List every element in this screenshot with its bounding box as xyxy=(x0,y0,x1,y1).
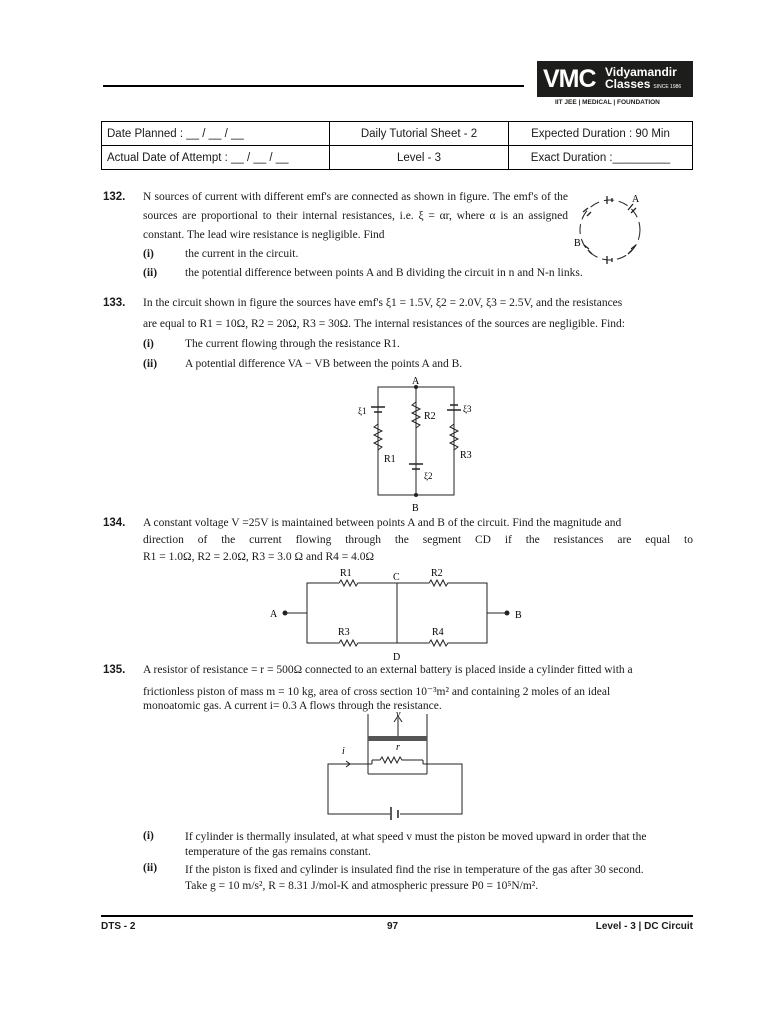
q133-fig-R1: R1 xyxy=(384,454,396,465)
q134-circuit-figure xyxy=(265,566,530,662)
footer-rule xyxy=(101,915,693,917)
q134-fig-R3: R3 xyxy=(338,627,350,638)
q133-fig-R3: R3 xyxy=(460,450,472,461)
q134-number: 134. xyxy=(103,517,126,529)
q134-line2: direction of the current flowing through the segment CD if the resistances are equal to xyxy=(143,534,693,546)
actual-date: Actual Date of Attempt : __ / __ / __ xyxy=(102,146,330,170)
page-number: 97 xyxy=(387,921,399,932)
q135-number: 135. xyxy=(103,664,126,676)
q132-fig-A: A xyxy=(632,194,640,205)
q135-fig-v: v xyxy=(396,709,401,720)
top-rule xyxy=(103,85,524,87)
q133-circuit-figure xyxy=(352,374,482,514)
level: Level - 3 xyxy=(330,146,509,170)
q134-fig-D: D xyxy=(393,652,401,662)
q133-fig-e1: ξ1 xyxy=(358,406,367,416)
logo-abbr: VMC xyxy=(543,64,596,93)
q132-ring-circuit-figure xyxy=(570,190,650,270)
q132-i-label: (i) xyxy=(143,248,154,260)
vmc-logo xyxy=(537,61,693,108)
q135-fig-i: i xyxy=(342,746,345,757)
q135-fig-r: r xyxy=(396,742,400,753)
q133-i-label: (i) xyxy=(143,338,154,350)
q133-fig-B: B xyxy=(412,503,419,514)
q134-fig-B: B xyxy=(515,610,522,621)
q135-i-text: If cylinder is thermally insulated, at what speed v must the piston be moved upward in order that the temperature of the gas remains constant. xyxy=(185,831,647,858)
q133-line2: are equal to R1 = 10Ω, R2 = 20Ω, R3 = 30Ω. The internal resistances of the sources are negligible. Find: xyxy=(143,318,625,330)
footer-left: DTS - 2 xyxy=(101,921,136,932)
q134-line3: R1 = 1.0Ω, R2 = 2.0Ω, R3 = 3.0 Ω and R4 = 4.0Ω xyxy=(143,551,375,563)
exact-duration: Exact Duration :_________ xyxy=(509,146,693,170)
sheet-title: Daily Tutorial Sheet - 2 xyxy=(330,122,509,146)
q133-fig-e3: ξ3 xyxy=(463,404,472,414)
q135-cylinder-circuit-figure xyxy=(320,706,470,820)
q134-fig-R4: R4 xyxy=(432,627,444,638)
q133-ii-label: (ii) xyxy=(143,358,158,370)
q135-ii-label: (ii) xyxy=(143,862,158,874)
header-table xyxy=(101,121,693,170)
q133-fig-A: A xyxy=(412,376,420,387)
q132-ii-text: the potential difference between points A and B dividing the circuit in n and N-n links. xyxy=(185,267,583,279)
q132-fig-B: B xyxy=(574,238,581,249)
footer-right: Level - 3 | DC Circuit xyxy=(595,921,693,932)
logo-name-1: Vidyamandir xyxy=(605,64,677,79)
q133-ii-text: A potential difference VA − VB between the points A and B. xyxy=(185,358,463,370)
date-planned: Date Planned : __ / __ / __ xyxy=(102,122,330,146)
q135-line2: frictionless piston of mass m = 10 kg, area of cross section 10⁻³m² and containing 2 moles of an ideal xyxy=(143,686,611,698)
q134-line1: A constant voltage V =25V is maintained between points A and B of the circuit. Find the magnitude and xyxy=(143,517,622,529)
expected-duration: Expected Duration : 90 Min xyxy=(509,122,693,146)
q134-fig-R1: R1 xyxy=(340,568,352,579)
q132-text: N sources of current with different emf's are connected as shown in figure. The emf's of the sources are proportional to their internal resistances, i.e. ξ = αr, where α is an assigned constant. The lead wire resistance is negligible. Find xyxy=(143,191,568,241)
q134-fig-A: A xyxy=(270,609,278,620)
q135-i-label: (i) xyxy=(143,830,154,842)
q135-ii-text: If the piston is fixed and cylinder is insulated find the rise in temperature of the gas after 30 second. Take g = 10 m/s², R = 8.31 J/mol-K and atmospheric pressure P0 = 10⁵N/m². xyxy=(185,864,644,892)
q134-fig-R2: R2 xyxy=(431,568,443,579)
q133-i-text: The current flowing through the resistance R1. xyxy=(185,338,400,350)
q133-number: 133. xyxy=(103,297,126,309)
logo-name-2: Classes xyxy=(605,76,651,91)
q135-line1: A resistor of resistance = r = 500Ω connected to an external battery is placed inside a cylinder fitted with a xyxy=(143,664,633,676)
q133-fig-e2: ξ2 xyxy=(424,471,433,481)
q132-i-text: the current in the circuit. xyxy=(185,248,299,260)
q135-line3: monoatomic gas. A current i= 0.3 A flows through the resistance. xyxy=(143,700,442,712)
q132-ii-label: (ii) xyxy=(143,267,158,279)
q134-fig-C: C xyxy=(393,572,400,583)
logo-since: SINCE 1986 xyxy=(653,83,682,90)
q132-number: 132. xyxy=(103,191,126,203)
q133-fig-R2: R2 xyxy=(424,411,436,422)
q133-line1: In the circuit shown in figure the sources have emf's ξ1 = 1.5V, ξ2 = 2.0V, ξ3 = 2.5V, and the resistances xyxy=(143,297,623,309)
logo-tagline: IIT JEE | MEDICAL | FOUNDATION xyxy=(555,99,660,106)
